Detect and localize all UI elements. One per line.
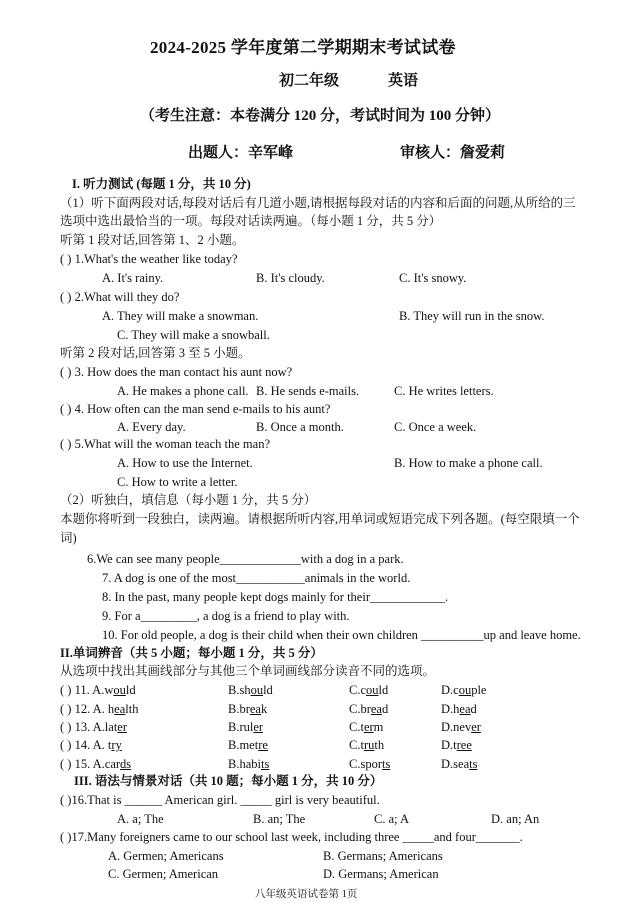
phonics-option-11-d: D.couple (441, 683, 487, 697)
q17-option-b: B. Germans; Americans (323, 849, 443, 863)
phonics-option-14-d: D.tree (441, 738, 472, 752)
q5-option-b: B. How to make a phone call. (394, 456, 543, 470)
part1-instruction-b: 选项中选出最恰当的一项。每段对话读两遍。（每小题 1 分，共 5 分） (60, 214, 442, 228)
q1-option-c: C. It's snowy. (399, 271, 467, 285)
phonics-option-11-c: C.could (349, 683, 389, 697)
q3-option-a: A. He makes a phone call. (117, 384, 249, 398)
question-10: 10. For old people, a dog is their child when their own children __________up and leave home. (102, 628, 581, 642)
q4-option-b: B. Once a month. (256, 420, 344, 434)
q3-option-c: C. He writes letters. (394, 384, 494, 398)
q4-option-c: C. Once a week. (394, 420, 477, 434)
question-17: ( )17.Many foreigners came to our school last week, including three _____and four_______. (60, 830, 523, 844)
q16-option-b: B. an; The (253, 812, 306, 826)
phonics-row-13: ( ) 13. A.later (60, 720, 128, 734)
dialog2-label: 听第 2 段对话,回答第 3 至 5 小题。 (60, 346, 251, 360)
part1-instruction-a: （1）听下面两段对话,每段对话后有几道小题,请根据每段对话的内容和后面的问题,从所给的三 (60, 196, 576, 210)
question-4: ( ) 4. How often can the man send e-mails to his aunt? (60, 402, 331, 416)
q16-option-d: D. an; An (491, 812, 540, 826)
q3-option-b: B. He sends e-mails. (256, 384, 360, 398)
section2-instruction: 从选项中找出其画线部分与其他三个单词画线部分读音不同的选项。 (60, 664, 436, 678)
question-5: ( ) 5.What will the woman teach the man? (60, 437, 270, 451)
phonics-option-14-b: B.metre (228, 738, 268, 752)
question-6: 6.We can see many people_____________with a dog in a park. (87, 552, 404, 566)
part2-heading: （2）听独白，填信息（每小题 1 分，共 5 分） (60, 493, 317, 507)
phonics-option-13-b: B.ruler (228, 720, 264, 734)
phonics-option-14-c: C.truth (349, 738, 385, 752)
section2-heading: II.单词辨音（共 5 小题；每小题 1 分，共 5 分） (60, 646, 323, 660)
exam-notice: （考生注意：本卷满分 120 分，考试时间为 100 分钟） (140, 108, 501, 124)
question-9: 9. For a_________, a dog is a friend to play with. (102, 609, 350, 623)
q2-option-b: B. They will run in the snow. (399, 309, 545, 323)
q16-option-a: A. a; The (117, 812, 164, 826)
part2-instruction-a: 本题你将听到一段独白，读两遍。请根据所听内容,用单词或短语完成下列各题。(每空限填一个 (60, 512, 580, 526)
subject-label: 英语 (388, 73, 419, 89)
phonics-option-12-d: D.head (441, 702, 477, 716)
phonics-option-12-c: C.bread (349, 702, 389, 716)
phonics-option-13-c: C.term (349, 720, 384, 734)
q17-option-d: D. Germans; American (323, 867, 439, 881)
q2-option-c: C. They will make a snowball. (117, 328, 270, 342)
q1-option-a: A. It's rainy. (102, 271, 164, 285)
author-label: 出题人：辛军峰 (188, 145, 294, 161)
phonics-row-14: ( ) 14. A. try (60, 738, 122, 752)
question-8: 8. In the past, many people kept dogs mainly for their____________. (102, 590, 449, 604)
phonics-option-12-b: B.break (228, 702, 268, 716)
phonics-option-11-b: B.should (228, 683, 273, 697)
q5-option-a: A. How to use the Internet. (117, 456, 253, 470)
q4-option-a: A. Every day. (117, 420, 186, 434)
section3-heading: III. 语法与情景对话（共 10 题；每小题 1 分，共 10 分） (74, 774, 383, 788)
reviewer-label: 审核人：詹爱莉 (400, 145, 506, 161)
q17-option-c: C. Germen; American (108, 867, 219, 881)
page-footer: 八年级英语试卷第 1页 (255, 889, 358, 900)
phonics-option-15-d: D.seats (441, 757, 478, 771)
phonics-option-15-c: C.sports (349, 757, 391, 771)
q16-option-c: C. a; A (374, 812, 410, 826)
q1-option-b: B. It's cloudy. (256, 271, 325, 285)
part2-instruction-b: 词) (60, 531, 77, 545)
phonics-row-11: ( ) 11. A.would (60, 683, 136, 697)
phonics-option-13-d: D.never (441, 720, 481, 734)
question-2: ( ) 2.What will they do? (60, 290, 180, 304)
question-16: ( )16.That is ______ American girl. _____ girl is very beautiful. (60, 793, 380, 807)
section1-heading: I. 听力测试 (每题 1 分，共 10 分) (72, 177, 251, 191)
q17-option-a: A. Germen; Americans (108, 849, 224, 863)
page-title: 2024-2025 学年度第二学期期末考试试卷 (150, 38, 456, 57)
dialog1-label: 听第 1 段对话,回答第 1、2 小题。 (60, 233, 245, 247)
phonics-row-12: ( ) 12. A. health (60, 702, 139, 716)
grade-label: 初二年级 (279, 73, 340, 89)
question-1: ( ) 1.What's the weather like today? (60, 252, 238, 266)
question-7: 7. A dog is one of the most___________animals in the world. (102, 571, 411, 585)
question-3: ( ) 3. How does the man contact his aunt now? (60, 365, 293, 379)
phonics-option-15-b: B.habits (228, 757, 270, 771)
phonics-row-15: ( ) 15. A.cards (60, 757, 132, 771)
q5-option-c: C. How to write a letter. (117, 475, 238, 489)
q2-option-a: A. They will make a snowman. (102, 309, 259, 323)
